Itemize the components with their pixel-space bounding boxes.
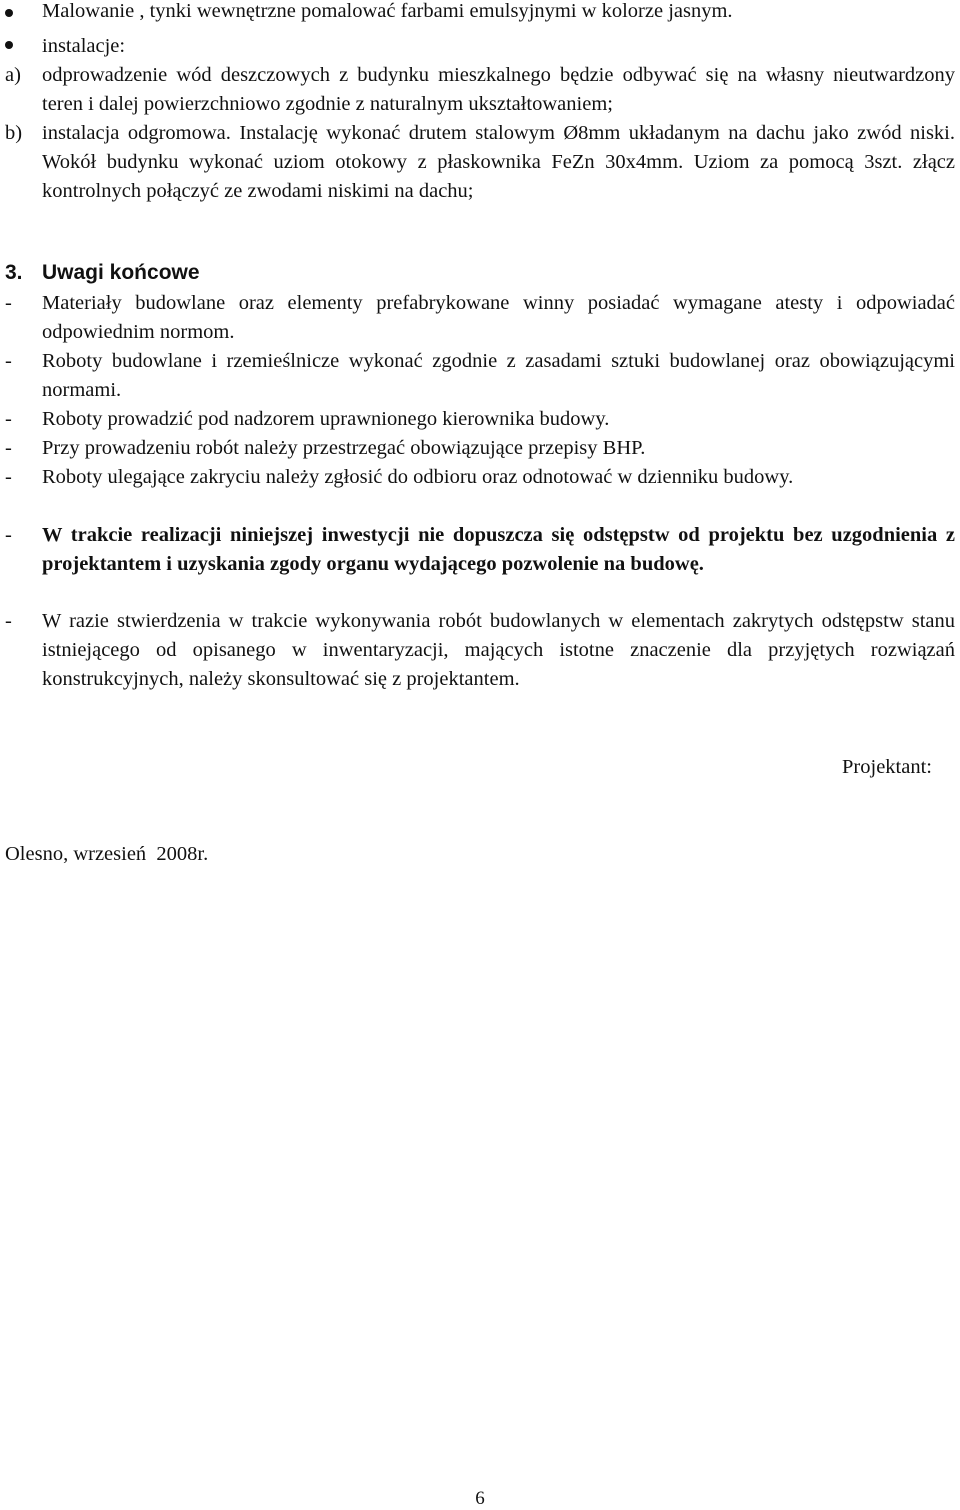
remark-text: W trakcie realizacji niniejszej inwestycji nie dopuszcza się odstępstw od projektu bez uzgodnienia z projektantem i uzyskania zgody organu wydającego pozwolenie na budowę. — [42, 524, 955, 576]
section-number: 3. — [5, 261, 23, 284]
item-label: a) — [5, 64, 21, 86]
remark-text: Przy prowadzeniu robót należy przestrzegać obowiązujące przepisy BHP. — [42, 437, 646, 459]
remark-text: Materiały budowlane oraz elementy prefabrykowane winny posiadać wymagane atesty i odpowiadać odpowiednim normom. — [42, 292, 955, 344]
section-title: Uwagi końcowe — [42, 261, 200, 284]
dash-label: - — [5, 292, 12, 314]
dash-label: - — [5, 350, 12, 372]
dash-label: - — [5, 524, 12, 546]
dash-label: - — [5, 408, 12, 430]
page-number: 6 — [475, 1488, 485, 1509]
section-heading — [5, 258, 200, 287]
bullet-icon — [5, 41, 13, 49]
bullet-icon — [5, 9, 13, 17]
item-text: odprowadzenie wód deszczowych z budynku mieszkalnego będzie odbywać się na własny nieutwardzony teren i dalej powierzchniowo zgodnie z naturalnym ukształtowaniem; — [42, 64, 955, 116]
bullet-text: instalacje: — [42, 35, 126, 57]
remark-text: W razie stwierdzenia w trakcie wykonywania robót budowlanych w elementach zakrytych odstępstw stanu istniejącego od opisanego w inwentaryzacji, mających istotne znaczenie dla przyjętych rozwiązań konstrukcyjnych, należy skonsultować się z projektantem. — [42, 610, 955, 691]
dash-label: - — [5, 466, 12, 488]
remark-text: Roboty budowlane i rzemieślnicze wykonać zgodnie z zasadami sztuki budowlanej oraz obowiązującymi normami. — [42, 350, 955, 402]
designer-signature-label: Projektant: — [842, 756, 932, 778]
remark-text: Roboty ulegające zakryciu należy zgłosić do odbioru oraz odnotować w dzienniku budowy. — [42, 466, 794, 488]
dash-label: - — [5, 437, 12, 459]
item-label: b) — [5, 122, 23, 144]
bullet-text: Malowanie , tynki wewnętrzne pomalować farbami emulsyjnymi w kolorze jasnym. — [42, 0, 733, 22]
remark-text: Roboty prowadzić pod nadzorem uprawnionego kierownika budowy. — [42, 408, 610, 430]
dash-label: - — [5, 610, 12, 632]
item-text: instalacja odgromowa. Instalację wykonać drutem stalowym Ø8mm układanym na dachu jako zwód niski. Wokół budynku wykonać uziom otokowy z płaskownika FeZn 30x4mm. Uziom za pomocą 3szt. złącz kontrolnych połączyć ze zwodami niskimi na dachu; — [42, 122, 955, 203]
place-date: Olesno, wrzesień 2008r. — [5, 843, 209, 865]
